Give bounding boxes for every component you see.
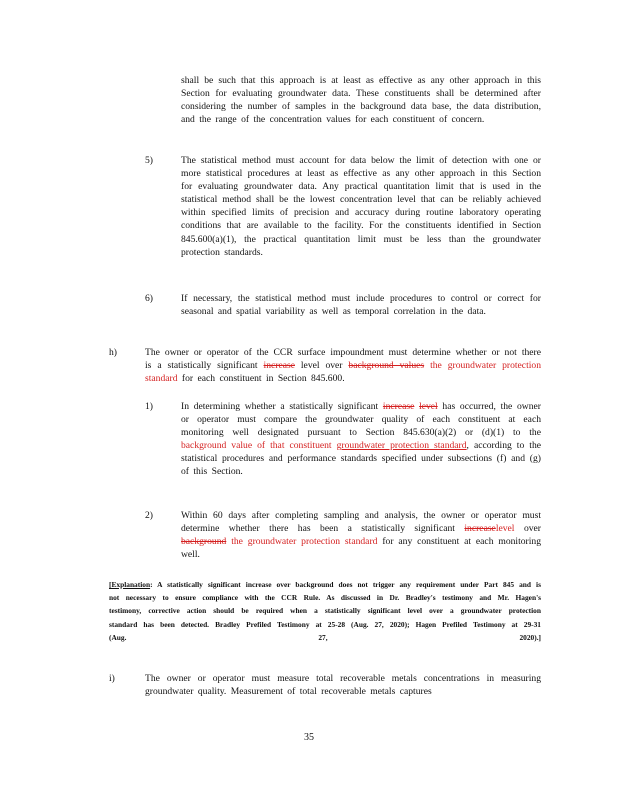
inserted-text: background value of that constituent: [181, 440, 332, 452]
paragraph-continued: shall be such that this approach is at least as effective as any other approach in this Section for evaluating groundwater data. These constituents shall be determined after considering the number of samples in the background data base, the data distribution, and the range of the concentration values for each constituent of concern.: [181, 75, 541, 126]
inserted-text: level: [495, 523, 515, 535]
inserted-underlined-text: groundwater protection standard: [336, 440, 467, 452]
inserted-text: the groundwater protection standard: [231, 536, 378, 548]
explanation-note: [109, 578, 541, 644]
item-h2-text-1: Within 60 days after completing sampling and analysis, the owner or operator must determine whether there has been a statistically significant: [181, 510, 541, 535]
deleted-text: increase: [464, 523, 496, 535]
item-h2-text-3: for any constituent at each monitoring well.: [181, 536, 542, 561]
item-h1-text-3: , according to the statistical procedures and performance standards specified under subsections (f) and (g) of this Section.: [181, 440, 541, 478]
deleted-text: level: [419, 401, 438, 412]
section-h-text-1: The owner or operator of the CCR surface impoundment must determine whether or not there is a statistically significant: [145, 347, 541, 372]
deleted-text: background values: [348, 360, 425, 372]
deleted-text: increase: [382, 401, 415, 412]
section-h-text-2: level over: [300, 360, 343, 372]
deleted-text: background: [181, 536, 227, 548]
explanation-text: : A statistically significant increase over background does not trigger any requirement under Part 845 and is not necessary to ensure compliance with the CCR Rule. As discussed in Dr. Bradley's testimony and Mr. Hagen's testimony, corrective action should be required when a statistically significant level over a groundwater protection standard has been detected. Bradley Prefiled Testimony at 25-28 (Aug. 27, 2020); Hagen Prefiled Testimony at 29-31 (Aug. 27, 2020).]: [109, 580, 541, 642]
explanation-label: [Explanation: [109, 580, 151, 589]
page-number: 35: [304, 732, 314, 743]
section-i-text: The owner or operator must measure total recoverable metals concentrations in measuring groundwater quality. Measurement of total recoverable metals captures: [145, 673, 541, 698]
item-6-number: 6): [145, 293, 153, 304]
item-h1-text-1: In determining whether a statistically significant: [181, 401, 379, 412]
item-h2-text: [181, 509, 541, 561]
item-h1-number: 1): [145, 401, 153, 412]
item-h1-text: [181, 400, 541, 479]
deleted-text: increase: [263, 360, 295, 372]
item-h2-number: 2): [145, 510, 153, 521]
inserted-text: the groundwater protection standard: [145, 360, 541, 385]
item-5-number: 5): [145, 155, 153, 166]
item-h1-text-2: has occurred, the owner or operator must compare the groundwater quality of each constituent at each monitoring well designated pursuant to Section 845.630(a)(2) or (d)(1) to the: [181, 401, 541, 439]
section-h-text: [145, 346, 541, 385]
item-6-text: If necessary, the statistical method must include procedures to control or correct for seasonal and spatial variability as well as temporal correlation in the data.: [181, 293, 541, 318]
item-5-text: The statistical method must account for data below the limit of detection with one or more statistical procedures at least as effective as any other approach in this Section for evaluating groundwater data. Any practical quantitation limit that is used in the statistical method shall be the lowest concentration level that can be reliably achieved within specified limits of precision and accuracy during routine laboratory operating conditions that are available to the facility. For the constituents identified in Section 845.600(a)(1), the practical quantitation limit must be less than the groundwater protection standards.: [181, 155, 541, 258]
item-h2-text-2: over: [523, 523, 541, 535]
section-h-label: h): [109, 347, 117, 358]
section-h-text-3: for each constituent in Section 845.600.: [181, 373, 345, 385]
section-i-label: i): [109, 673, 115, 684]
